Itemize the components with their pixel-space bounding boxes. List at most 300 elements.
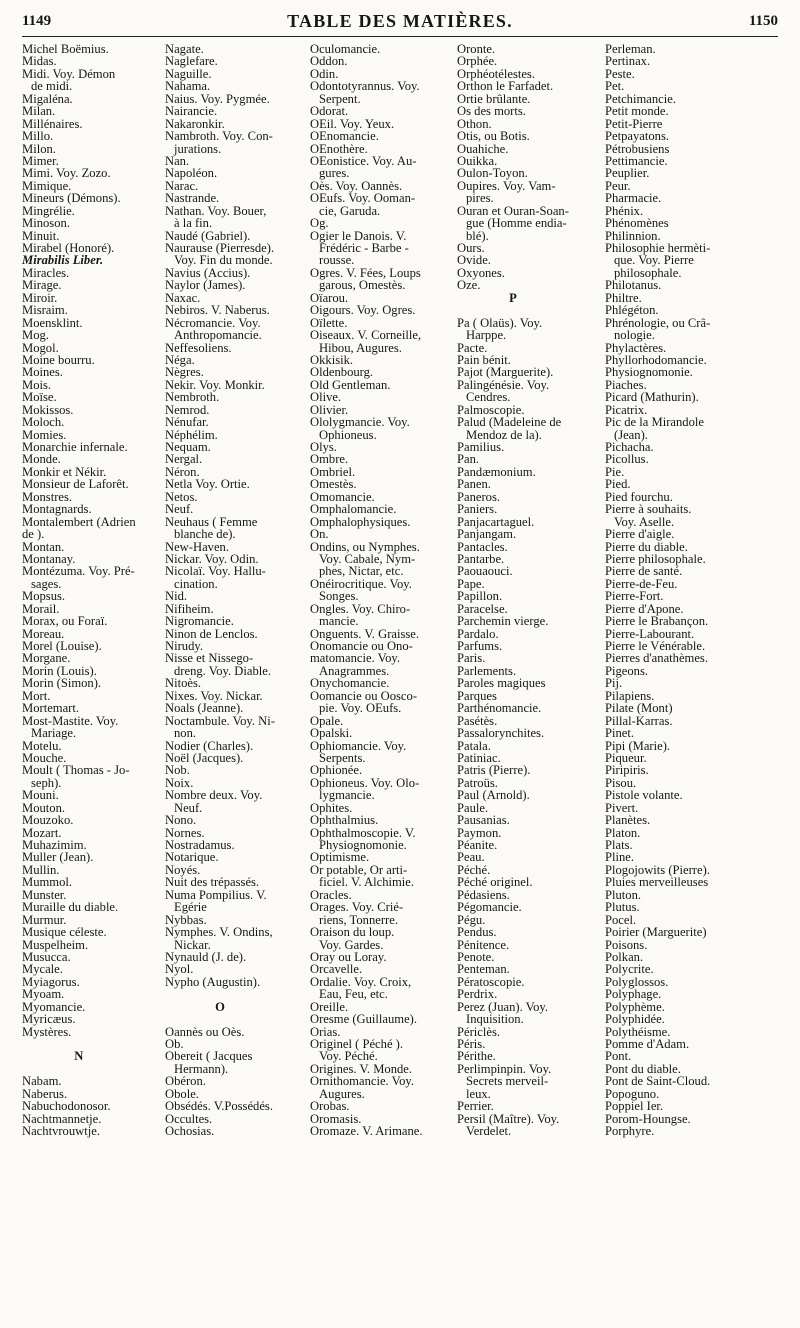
index-entry: Ophthalmius. — [310, 813, 379, 828]
index-entry: Paouaouci. — [457, 564, 513, 579]
index-entry: Pierre le Vénérable. — [605, 639, 706, 653]
index-entry: Pij. — [605, 676, 623, 691]
index-entry: Netos. — [165, 489, 198, 504]
index-entry: Nornes. — [165, 825, 205, 840]
index-entry: Pline. — [605, 850, 635, 865]
index-entry: Myoam. — [22, 987, 65, 1002]
index-column-5 — [605, 43, 710, 1138]
index-entry: Phylactères. — [605, 340, 667, 355]
index-entry: Montagnards. — [22, 502, 92, 517]
index-entry: à la fin. — [174, 216, 213, 231]
index-entry: Oronte. — [457, 42, 496, 56]
index-entry: Mog. — [22, 328, 49, 343]
index-entry: Nairancie. — [165, 104, 218, 119]
index-entry: Nagate. — [165, 42, 204, 56]
index-entry: Anagrammes. — [319, 663, 390, 678]
index-entry: Naberus. — [22, 1086, 68, 1101]
index-entry: Oreille. — [310, 999, 349, 1014]
index-entry: Nixes. Voy. Nickar. — [165, 688, 263, 703]
index-entry: Narac. — [165, 178, 199, 193]
index-entry: Ophthalmoscopie. V. — [310, 825, 416, 840]
index-entry: Nybbas. — [165, 912, 207, 927]
index-entry: Hibou, Augures. — [319, 340, 402, 355]
index-entry: Péché. — [457, 862, 491, 877]
index-entry: Pandæmonium. — [457, 464, 536, 479]
index-entry: Nirudy. — [165, 639, 204, 653]
index-entry — [165, 1013, 275, 1025]
index-entry: ficiel. V. Alchimie. — [319, 875, 415, 890]
index-entry: Pomme d'Adam. — [605, 1037, 690, 1051]
index-entry: Néphélim. — [165, 427, 218, 442]
index-entry: Noix. — [165, 775, 194, 790]
index-entry: Migaléna. — [22, 91, 73, 106]
index-entry: Orthon le Farfadet. — [457, 79, 554, 94]
index-entry: blé). — [466, 228, 489, 243]
index-entry: Parfums. — [457, 639, 503, 653]
index-entry: Myricæus. — [22, 1012, 76, 1027]
index-entry: Odin. — [310, 66, 339, 81]
index-entry: gue (Homme endia- — [466, 216, 567, 231]
index-entry: New-Haven. — [165, 539, 229, 554]
index-entry: Pied. — [605, 477, 631, 492]
index-entry: Nabuchodonosor. — [22, 1099, 111, 1114]
index-entry: Petpayatons. — [605, 129, 670, 144]
index-entry: Périclès. — [457, 1024, 501, 1039]
index-entry: Ololygmancie. Voy. — [310, 415, 410, 430]
index-entry: Nuit des trépassés. — [165, 875, 260, 890]
index-entry: Orphée. — [457, 54, 498, 69]
index-entry: Petchimancie. — [605, 91, 676, 106]
index-entry: OEil. Voy. Yeux. — [310, 116, 395, 131]
index-entry: Cendres. — [466, 390, 511, 405]
index-entry: Pont. — [605, 1049, 632, 1064]
index-entry: On. — [310, 527, 329, 542]
index-entry: pires. — [466, 191, 494, 206]
index-entry: Myiagorus. — [22, 974, 80, 989]
index-entry: Nisse et Nissego- — [165, 651, 254, 666]
index-entry: Oomancie ou Oosco- — [310, 688, 418, 703]
index-entry: Picollus. — [605, 452, 649, 467]
index-entry: Mystères. — [22, 1024, 72, 1039]
index-entry: Or potable, Or arti- — [310, 862, 408, 877]
index-entry: Pont du diable. — [605, 1061, 681, 1076]
index-entry: Miracles. — [22, 265, 70, 280]
index-entry: Musucca. — [22, 949, 71, 964]
index-entry: Piripiris. — [605, 763, 649, 778]
index-entry: Perrier. — [457, 1099, 494, 1114]
index-entry: Pamilius. — [457, 440, 505, 454]
index-entry: Porom-Houngse. — [605, 1111, 691, 1126]
index-entry: Nabam. — [22, 1074, 62, 1089]
index-entry: Polycrite. — [605, 962, 654, 977]
index-entry: Pluton. — [605, 887, 642, 902]
index-entry: Pic de la Mirandole — [605, 415, 704, 430]
index-column-4 — [457, 43, 569, 1138]
index-entry: Naglefare. — [165, 54, 218, 69]
index-entry: Frédéric - Barbe - — [319, 241, 409, 255]
index-entry: Pierre-de-Feu. — [605, 576, 678, 591]
section-letter: P — [509, 290, 517, 305]
index-entry: Ours. — [457, 241, 485, 255]
index-entry: Montézuma. Voy. Pré- — [22, 564, 135, 579]
index-entry: Morin (Louis). — [22, 663, 97, 678]
index-entry: Mouzoko. — [22, 813, 74, 828]
index-entry: Muller (Jean). — [22, 850, 94, 865]
page-header — [22, 9, 778, 33]
index-entry: Mummol. — [22, 875, 73, 890]
index-entry: Nebiros. V. Naberus. — [165, 303, 270, 318]
index-entry: Nekir. Voy. Monkir. — [165, 377, 265, 392]
index-entry: Nostradamus. — [165, 838, 235, 852]
index-entry: Pont de Saint-Cloud. — [605, 1074, 711, 1089]
index-entry: Néga. — [165, 352, 195, 367]
index-entry: Paneros. — [457, 489, 501, 504]
index-entry: Neffesoliens. — [165, 340, 232, 355]
index-entry: Ornithomancie. Voy. — [310, 1074, 415, 1089]
index-entry: Ogres. V. Fées, Loups — [310, 265, 421, 280]
index-entry: Serpents. — [319, 750, 366, 765]
index-entry: Penteman. — [457, 962, 510, 977]
index-entry: Notarique. — [165, 850, 219, 865]
index-entry: Orphéotélestes. — [457, 66, 535, 81]
index-entry: Obéron. — [165, 1074, 206, 1089]
index-entry: Mimi. Voy. Zozo. — [22, 166, 111, 181]
index-entry: Philtre. — [605, 290, 642, 305]
index-entry: Muspelheim. — [22, 937, 89, 952]
index-entry: Pluies merveilleuses — [605, 875, 709, 890]
index-column-3 — [310, 43, 423, 1138]
index-entry: Optimisme. — [310, 850, 370, 865]
index-entry: Misraim. — [22, 303, 68, 318]
index-entry: OEnothère. — [310, 141, 368, 156]
index-entry: Paniers. — [457, 502, 498, 517]
index-entry: Naylor (James). — [165, 278, 246, 293]
index-entry: Momies. — [22, 427, 67, 442]
index-entry: Odontotyrannus. Voy. — [310, 79, 420, 94]
index-entry: blanche de). — [174, 527, 236, 542]
index-entry: de ). — [22, 527, 45, 542]
index-entry: Panjangam. — [457, 527, 517, 542]
index-entry: Pierre d'Apone. — [605, 601, 684, 616]
index-entry: Nakaronkir. — [165, 116, 225, 131]
index-entry: OEonistice. Voy. Au- — [310, 153, 417, 168]
index-entry: Pocel. — [605, 912, 637, 927]
index-entry: mancie. — [319, 614, 359, 629]
index-entry: Most-Mastite. Voy. — [22, 713, 119, 728]
index-entry: Nastrande. — [165, 191, 220, 206]
index-entry: Peuplier. — [605, 166, 650, 181]
index-entry: Oraison du loup. — [310, 925, 395, 940]
index-entry: Parchemin vierge. — [457, 614, 549, 629]
index-entry: Voy. Péché. — [319, 1049, 378, 1064]
index-entry: Moines. — [22, 365, 63, 380]
index-entry: Mirage. — [22, 278, 62, 293]
index-entry: Ordalie. Voy. Croix, — [310, 974, 412, 989]
index-entry: Monarchie infernale. — [22, 440, 128, 454]
index-entry: Patris (Pierre). — [457, 763, 531, 778]
page-number-right: 1150 — [748, 13, 778, 29]
index-entry: lygmancie. — [319, 788, 375, 803]
index-entry: Ouran et Ouran-Soan- — [457, 203, 569, 218]
index-entry: Mouton. — [22, 800, 66, 815]
index-entry: Pilate (Mont) — [605, 701, 673, 716]
index-entry: Murmur. — [22, 912, 67, 927]
index-entry: Nachtmannetje. — [22, 1111, 102, 1126]
index-entry: Nob. — [165, 763, 190, 778]
index-entry: riens, Tonnerre. — [319, 912, 398, 927]
index-entry: Philosophie hermèti- — [605, 241, 711, 255]
index-entry: Pacte. — [457, 340, 488, 355]
index-entry: Pajot (Marguerite). — [457, 365, 554, 380]
index-entry: Paris. — [457, 651, 486, 666]
index-entry: Ogier le Danois. V. — [310, 228, 407, 243]
index-entry: Perlimpinpin. Voy. — [457, 1061, 552, 1076]
index-entry: Parthénomancie. — [457, 701, 542, 716]
index-entry: Omestès. — [310, 477, 357, 492]
index-entry: Pardalo. — [457, 626, 499, 641]
index-entry: Pigeons. — [605, 663, 649, 678]
index-entry: Noyés. — [165, 862, 201, 877]
index-entry: Pisou. — [605, 775, 637, 790]
index-entry: Mozart. — [22, 825, 62, 840]
index-entry: Pégomancie. — [457, 900, 522, 915]
index-entry: Os des morts. — [457, 104, 526, 119]
index-entry: Plats. — [605, 838, 633, 852]
index-entry: Ophionée. — [310, 763, 363, 778]
index-entry: leux. — [466, 1086, 491, 1101]
index-entry: Noals (Jeanne). — [165, 701, 244, 716]
index-entry: Ongles. Voy. Chiro- — [310, 601, 411, 616]
index-entry: Parques — [457, 688, 497, 703]
index-entry: Olive. — [310, 390, 342, 405]
index-entry: Morgane. — [22, 651, 71, 666]
index-entry: Moreau. — [22, 626, 65, 641]
index-entry: Nicolaï. Voy. Hallu- — [165, 564, 266, 579]
index-entry: Pistole volante. — [605, 788, 683, 803]
index-entry: Persil (Maître). Voy. — [457, 1111, 560, 1126]
index-entry — [165, 988, 275, 1000]
index-entry: Naguille. — [165, 66, 212, 81]
index-entry: Oxyones. — [457, 265, 505, 280]
index-entry: Phyllorhodomancie. — [605, 352, 707, 367]
index-entry: Mingrélie. — [22, 203, 75, 218]
index-entry: Onychomancie. — [310, 676, 390, 691]
index-entry: jurations. — [174, 141, 222, 156]
index-entry: Pivert. — [605, 800, 639, 815]
index-entry: Popoguno. — [605, 1086, 660, 1101]
index-entry: Oromasis. — [310, 1111, 362, 1126]
index-entry: Monsieur de Laforêt. — [22, 477, 129, 492]
index-entry: Oïarou. — [310, 290, 349, 305]
index-entry: Millénaires. — [22, 116, 83, 131]
index-entry: Poirier (Marguerite) — [605, 925, 707, 940]
index-entry: dreng. Voy. Diable. — [174, 663, 272, 678]
index-entry: Moine bourru. — [22, 352, 95, 367]
index-entry: Platon. — [605, 825, 641, 840]
index-entry: matomancie. Voy. — [310, 651, 401, 666]
index-entry: Pendus. — [457, 925, 497, 940]
index-entry: Oze. — [457, 278, 481, 293]
index-entry: seph). — [31, 775, 62, 790]
index-entry: Og. — [310, 216, 329, 231]
index-entry: Patroüs. — [457, 775, 498, 790]
index-entry: Pasétès. — [457, 713, 498, 728]
index-entry: Palmoscopie. — [457, 402, 525, 417]
index-entry: Otis, ou Botis. — [457, 129, 530, 144]
index-entry: Monde. — [22, 452, 61, 467]
index-entry: Pet. — [605, 79, 625, 94]
index-entry: Augures. — [319, 1086, 365, 1101]
index-entry: Myomancie. — [22, 999, 86, 1014]
index-entry: Montalembert (Adrien — [22, 514, 136, 529]
section-letter: O — [215, 999, 225, 1014]
index-entry: Origines. V. Monde. — [310, 1061, 413, 1076]
index-entry: Milon. — [22, 141, 56, 156]
index-entry: Onéirocritique. Voy. — [310, 576, 412, 591]
index-entry: Nombre deux. Voy. — [165, 788, 263, 803]
index-entry: Nemrod. — [165, 402, 210, 417]
index-entry: Ophioneus. Voy. Olo- — [310, 775, 420, 790]
index-entry: Pape. — [457, 576, 485, 591]
index-entry: Nynauld (J. de). — [165, 949, 247, 964]
index-entry: Pierre le Brabançon. — [605, 614, 709, 629]
index-entry: Olys. — [310, 440, 337, 454]
index-entry: Nifiheim. — [165, 601, 214, 616]
index-entry: Poisons. — [605, 937, 648, 952]
index-entry: Nequam. — [165, 440, 211, 454]
index-entry: Morail. — [22, 601, 60, 616]
index-entry: Nambroth. Voy. Con- — [165, 129, 273, 144]
index-entry: Picatrix. — [605, 402, 648, 417]
index-entry: Pantarbe. — [457, 551, 505, 566]
index-entry: Polkan. — [605, 949, 644, 964]
index-entry: Pératoscopie. — [457, 974, 525, 989]
index-entry: Polyphidée. — [605, 1012, 665, 1027]
index-entry: Pertinax. — [605, 54, 651, 69]
index-entry: Inquisition. — [466, 1012, 524, 1027]
index-entry: Voy. Aselle. — [614, 514, 675, 529]
index-entry: Pausanias. — [457, 813, 510, 828]
index-entry: Pipi (Marie). — [605, 738, 671, 753]
index-entry: Pa ( Olaüs). Voy. — [457, 315, 543, 330]
index-entry: Péris. — [457, 1037, 486, 1051]
index-entry: Planètes. — [605, 813, 651, 828]
index-entry: Ouikka. — [457, 153, 498, 168]
index-entry: Opale. — [310, 713, 344, 728]
index-entry: Perez (Juan). Voy. — [457, 999, 549, 1014]
index-entry: Orcavelle. — [310, 962, 363, 977]
index-entry: Philinnion. — [605, 228, 661, 243]
index-entry: Midas. — [22, 54, 57, 69]
index-entry: Ninon de Lenclos. — [165, 626, 258, 641]
index-entry: Pierre à souhaits. — [605, 502, 692, 517]
index-entry: Oïlette. — [310, 315, 348, 330]
index-entry: Noctambule. Voy. Ni- — [165, 713, 275, 728]
index-entry: Monstres. — [22, 489, 73, 504]
index-entry: Pierre d'aigle. — [605, 527, 675, 542]
index-entry: Nono. — [165, 813, 197, 828]
index-entry: Odorat. — [310, 104, 349, 119]
index-entry: (Jean). — [614, 427, 648, 442]
index-entry: Mariage. — [31, 726, 77, 741]
index-entry: Morel (Louise). — [22, 639, 102, 653]
index-entry: Phrénologie, ou Crâ- — [605, 315, 711, 330]
index-entry: Nécromancie. Voy. — [165, 315, 261, 330]
index-entry: Nigromancie. — [165, 614, 234, 629]
index-entry: Paymon. — [457, 825, 502, 840]
index-entry: Pain bénit. — [457, 352, 511, 367]
index-entry: Mortemart. — [22, 701, 80, 716]
index-entry: Noël (Jacques). — [165, 750, 244, 765]
index-entry: Pie. — [605, 464, 625, 479]
index-entry: Naudé (Gabriel). — [165, 228, 251, 243]
index-entry: Nickar. — [174, 937, 211, 952]
index-entry: Philotanus. — [605, 278, 662, 293]
index-entry: Pantacles. — [457, 539, 508, 554]
index-entry: Pettimancie. — [605, 153, 668, 168]
index-entry: Plutus. — [605, 900, 640, 915]
index-entry: Ombre. — [310, 452, 349, 467]
index-entry: Nypho (Augustin). — [165, 974, 261, 989]
index-entry: Oray ou Loray. — [310, 949, 387, 964]
index-entry: Mimer. — [22, 153, 59, 168]
index-entry: Mokissos. — [22, 402, 74, 417]
index-entry: Muhazimim. — [22, 838, 87, 852]
index-entry: Patala. — [457, 738, 491, 753]
index-entry: Eau, Feu, etc. — [319, 987, 388, 1002]
index-entry: Mimique. — [22, 178, 72, 193]
index-entry: Panjacartaguel. — [457, 514, 535, 529]
index-entry: rousse. — [319, 253, 355, 268]
index-entry: Passalorynchites. — [457, 726, 545, 741]
index-entry: Okkisik. — [310, 352, 354, 367]
index-entry: Michel Boëmius. — [22, 42, 109, 56]
index-entry: Old Gentleman. — [310, 377, 391, 392]
index-entry: Peur. — [605, 178, 631, 193]
index-entry: cie, Garuda. — [319, 203, 381, 218]
index-column-1 — [22, 43, 136, 1138]
index-entry: Physiognomonie. — [319, 838, 407, 852]
index-entry: Plogojowits (Pierre). — [605, 862, 710, 877]
index-entry: Polythéisme. — [605, 1024, 671, 1039]
index-entry: Oupires. Voy. Vam- — [457, 178, 556, 193]
index-entry: Nachtvrouwtje. — [22, 1124, 100, 1139]
index-entry: Mopsus. — [22, 589, 66, 604]
index-entry: Nathan. Voy. Bouer, — [165, 203, 267, 218]
index-entry: Nyol. — [165, 962, 194, 977]
index-entry: Oddon. — [310, 54, 348, 69]
index-entry: Pénitence. — [457, 937, 510, 952]
index-entry: Panen. — [457, 477, 491, 492]
index-entry: Moïse. — [22, 390, 57, 405]
index-entry: phes, Nictar, etc. — [319, 564, 404, 579]
index-entry: Oannès ou Oès. — [165, 1024, 245, 1039]
index-entry: Oromaze. V. Arimane. — [310, 1124, 423, 1139]
index-entry: Nègres. — [165, 365, 204, 380]
index-entry: Nid. — [165, 589, 188, 604]
header-rule — [22, 36, 778, 37]
index-entry: Nymphes. V. Ondins, — [165, 925, 273, 940]
index-entry: Obole. — [165, 1086, 199, 1101]
index-entry: Egérie — [174, 900, 207, 915]
index-entry: Ondins, ou Nymphes. — [310, 539, 420, 554]
index-entry: Phlégéton. — [605, 303, 659, 318]
index-entry: Munster. — [22, 887, 67, 902]
index-entry: Morax, ou Foraï. — [22, 614, 108, 629]
index-entry: Pinet. — [605, 726, 635, 741]
index-entry: non. — [174, 726, 197, 741]
index-entry: Milan. — [22, 104, 56, 119]
